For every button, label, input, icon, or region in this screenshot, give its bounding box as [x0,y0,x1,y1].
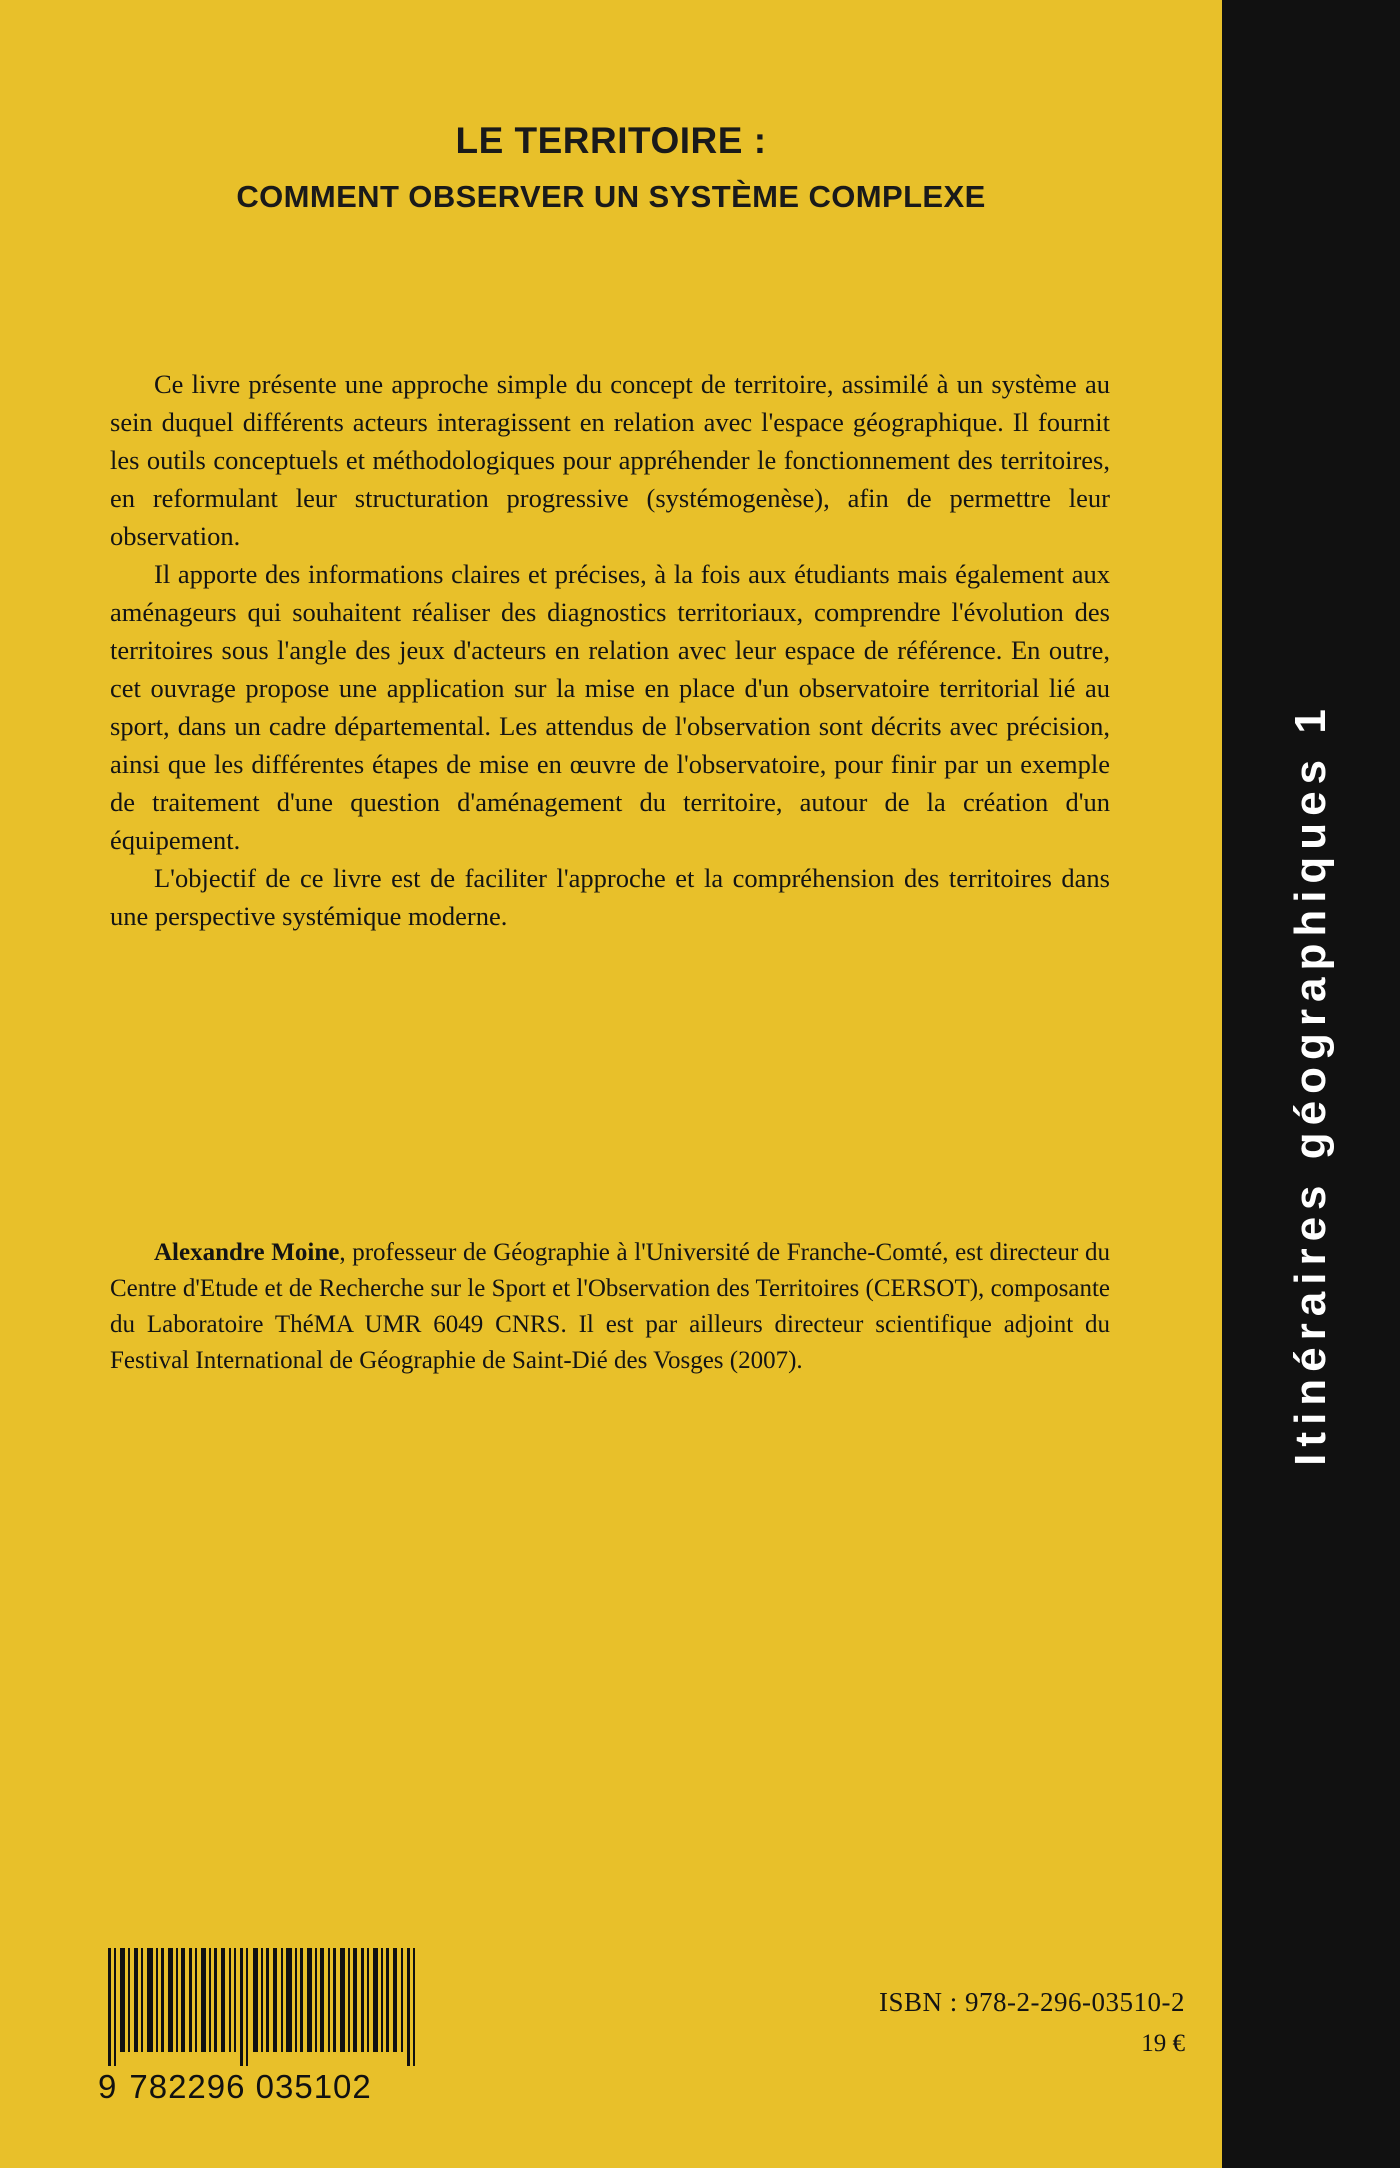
isbn-block [879,1987,1185,2058]
author-bio [110,1235,1110,1379]
blurb-paragraph-3: L'objectif de ce livre est de faciliter l'approche et la compréhension des territoires dans une perspective systémique moderne. [110,863,1110,931]
series-label: Itinéraires géographiques 1 [1286,702,1335,1466]
barcode-bars-icon [106,1948,424,2066]
spine-strip [1222,0,1400,2168]
barcode-lead-digit: 9 [98,2068,118,2105]
barcode [98,1948,428,2106]
page-subtitle: COMMENT OBSERVER UN SYSTÈME COMPLEXE [236,179,986,214]
price-text: 19 € [1141,2030,1185,2057]
page-title: LE TERRITOIRE : [455,120,767,161]
blurb-paragraph-2: Il apporte des informations claires et précises, à la fois aux étudiants mais également aux aménageurs qui souhaitent réaliser des diagnostics territoriaux, comprendre l'évolution des territoires sous l'angle des jeux d'acteurs en relation avec leur espace de référence. En outre, cet ouvrage propose une application sur la mise en place d'un observatoire territorial lié au sport, dans un cadre départemental. Les attendus de l'observation sont décrits avec précision, ainsi que les différentes étapes de mise en œuvre de l'observatoire, pour finir par un exemple de traitement d'une question d'aménagement du territoire, autour de la création d'un équipement. [110,559,1110,855]
isbn-text: ISBN : 978-2-296-03510-2 [879,1987,1185,2017]
title-block [0,120,1222,215]
blurb-paragraph-1: Ce livre présente une approche simple du concept de territoire, assimilé à un système au sein duquel différents acteurs interagissent en relation avec l'espace géographique. Il fournit les outils conceptuels et méthodologiques pour appréhender le fonctionnement des territoires, en reformulant leur structuration progressive (systémogenèse), afin de permettre leur observation. [110,369,1110,551]
author-bio-text: , professeur de Géographie à l'Université de Franche-Comté, est directeur du Centre d'Etude et de Recherche sur le Sport et l'Observation des Territoires (CERSOT), composante du Laboratoire ThéMA UMR 6049 CNRS. Il est par ailleurs directeur scientifique adjoint du Festival International de Géographie de Saint-Dié des Vosges (2007). [110,1239,1111,1374]
author-name: Alexandre Moine [154,1239,340,1266]
blurb-text [110,365,1110,935]
barcode-number: 782296 035102 [129,2068,372,2105]
barcode-digits [98,2068,428,2106]
